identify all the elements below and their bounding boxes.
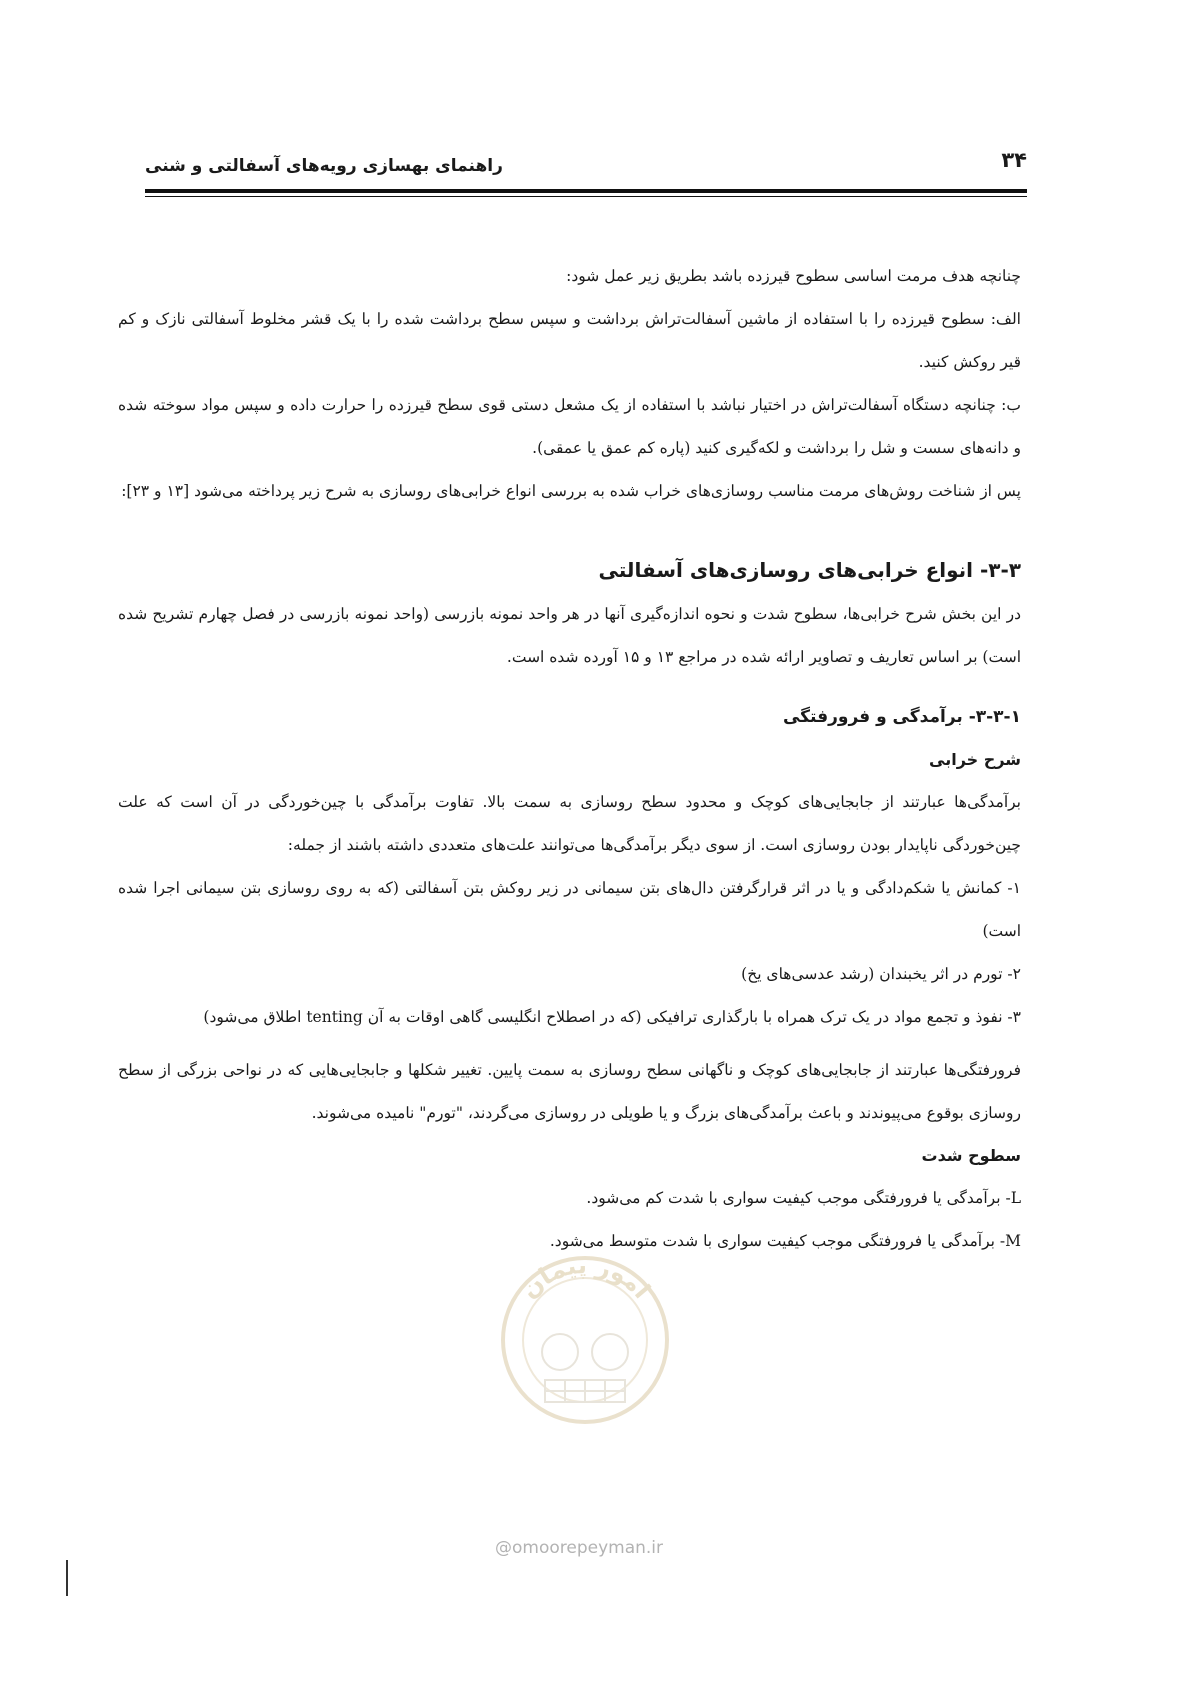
paragraph-be: ب: چنانچه دستگاه آسفالت‌تراش در اختیار نباشد با استفاده از یک مشعل دستی قوی سطح قیرزده را حرارت داده و سپس مواد سوخته شده و دانه‌های سست و شل را برداشت و لکه‌گیری کنید (پاره کم عمق یا عمقی). [118,396,1021,457]
severity-low: L- برآمدگی یا فرورفتگی موجب کیفیت سواری با شدت کم می‌شود. [586,1189,1021,1207]
list-item-2: ۲- تورم در اثر یخبندان (رشد عدسی‌های یخ) [741,965,1021,983]
list-item-1: ۱- کمانش یا شکم‌دادگی و یا در اثر قرارگرفتن دال‌های بتن سیمانی در زیر روکش بتن آسفالتی (که به روی روسازی بتن سیمانی اجرا شده است) [118,879,1021,940]
svg-text:امور پیمان: امور پیمان [515,1250,656,1304]
paragraph-section-intro: در این بخش شرح خرابی‌ها، سطوح شدت و نحوه اندازه‌گیری آنها در هر واحد نمونه بازرسی (واحد نمونه بازرسی در فصل چهارم تشریح شده است) بر اساس تعاریف و تصاویر ارائه شده در مراجع ۱۳ و ۱۵ آورده شده است. [118,605,1021,666]
page-header [145,148,1027,188]
paragraph-alef: الف: سطوح قیرزده را با استفاده از ماشین آسفالت‌تراش برداشت و سپس سطح برداشت شده را با یک قشر مخلوط آسفالتی نازک و کم قیر روکش کنید. [118,310,1021,371]
heading-severity-levels: سطوح شدت [921,1146,1021,1165]
body-text [118,255,1021,1263]
paragraph-sags: فرورفتگی‌ها عبارتند از جابجایی‌های کوچک و ناگهانی سطح روسازی به سمت پایین. تغییر شکلها و جابجایی‌هایی که در نواحی بزرگی از سطح روسازی بوقوع می‌پیوندند و باعث برآمدگی‌های بزرگ و یا طویلی در روسازی می‌گردند، "تورم" نامیده می‌شوند. [118,1061,1021,1122]
paragraph-bumps: برآمدگی‌ها عبارتند از جابجایی‌های کوچک و محدود سطح روسازی به سمت بالا. تفاوت برآمدگی با چین‌خوردگی در آن است که علت چین‌خوردگی ناپایدار بودن روسازی است. از سوی دیگر برآمدگی‌ها می‌توانند علت‌های متعددی داشته باشند از جمله: [118,793,1021,854]
watermark-seal [490,1240,680,1430]
heading-description: شرح خرابی [929,750,1021,769]
running-title: راهنمای بهسازی رویه‌های آسفالتی و شنی [145,156,503,176]
subsection-heading-3-3-1: ۳-۳-۱- برآمدگی و فرورفتگی [782,707,1021,727]
margin-mark [66,1560,68,1596]
header-rule-thin [145,196,1027,197]
watermark-url: @omoorepeyman.ir [495,1538,664,1558]
section-heading-3-3: ۳-۳- انواع خرابی‌های روسازی‌های آسفالتی [598,558,1021,582]
page-number: ۳۴ [1001,148,1027,172]
paragraph-intro: چنانچه هدف مرمت اساسی سطوح قیرزده باشد بطریق زیر عمل شود: [566,267,1021,285]
severity-medium: M- برآمدگی یا فرورفتگی موجب کیفیت سواری با شدت متوسط می‌شود. [549,1232,1021,1250]
paragraph-transition: پس از شناخت روش‌های مرمت مناسب روسازی‌های خراب شده به بررسی انواع خرابی‌های روسازی به شرح زیر پرداخته می‌شود [۱۳ و ۲۳]: [121,482,1021,500]
list-item-3: ۳- نفوذ و تجمع مواد در یک ترک همراه با بارگذاری ترافیکی (که در اصطلاح انگلیسی گاهی اوقات به آن tenting اطلاق می‌شود) [203,1008,1021,1026]
header-rule-thick [145,189,1027,193]
